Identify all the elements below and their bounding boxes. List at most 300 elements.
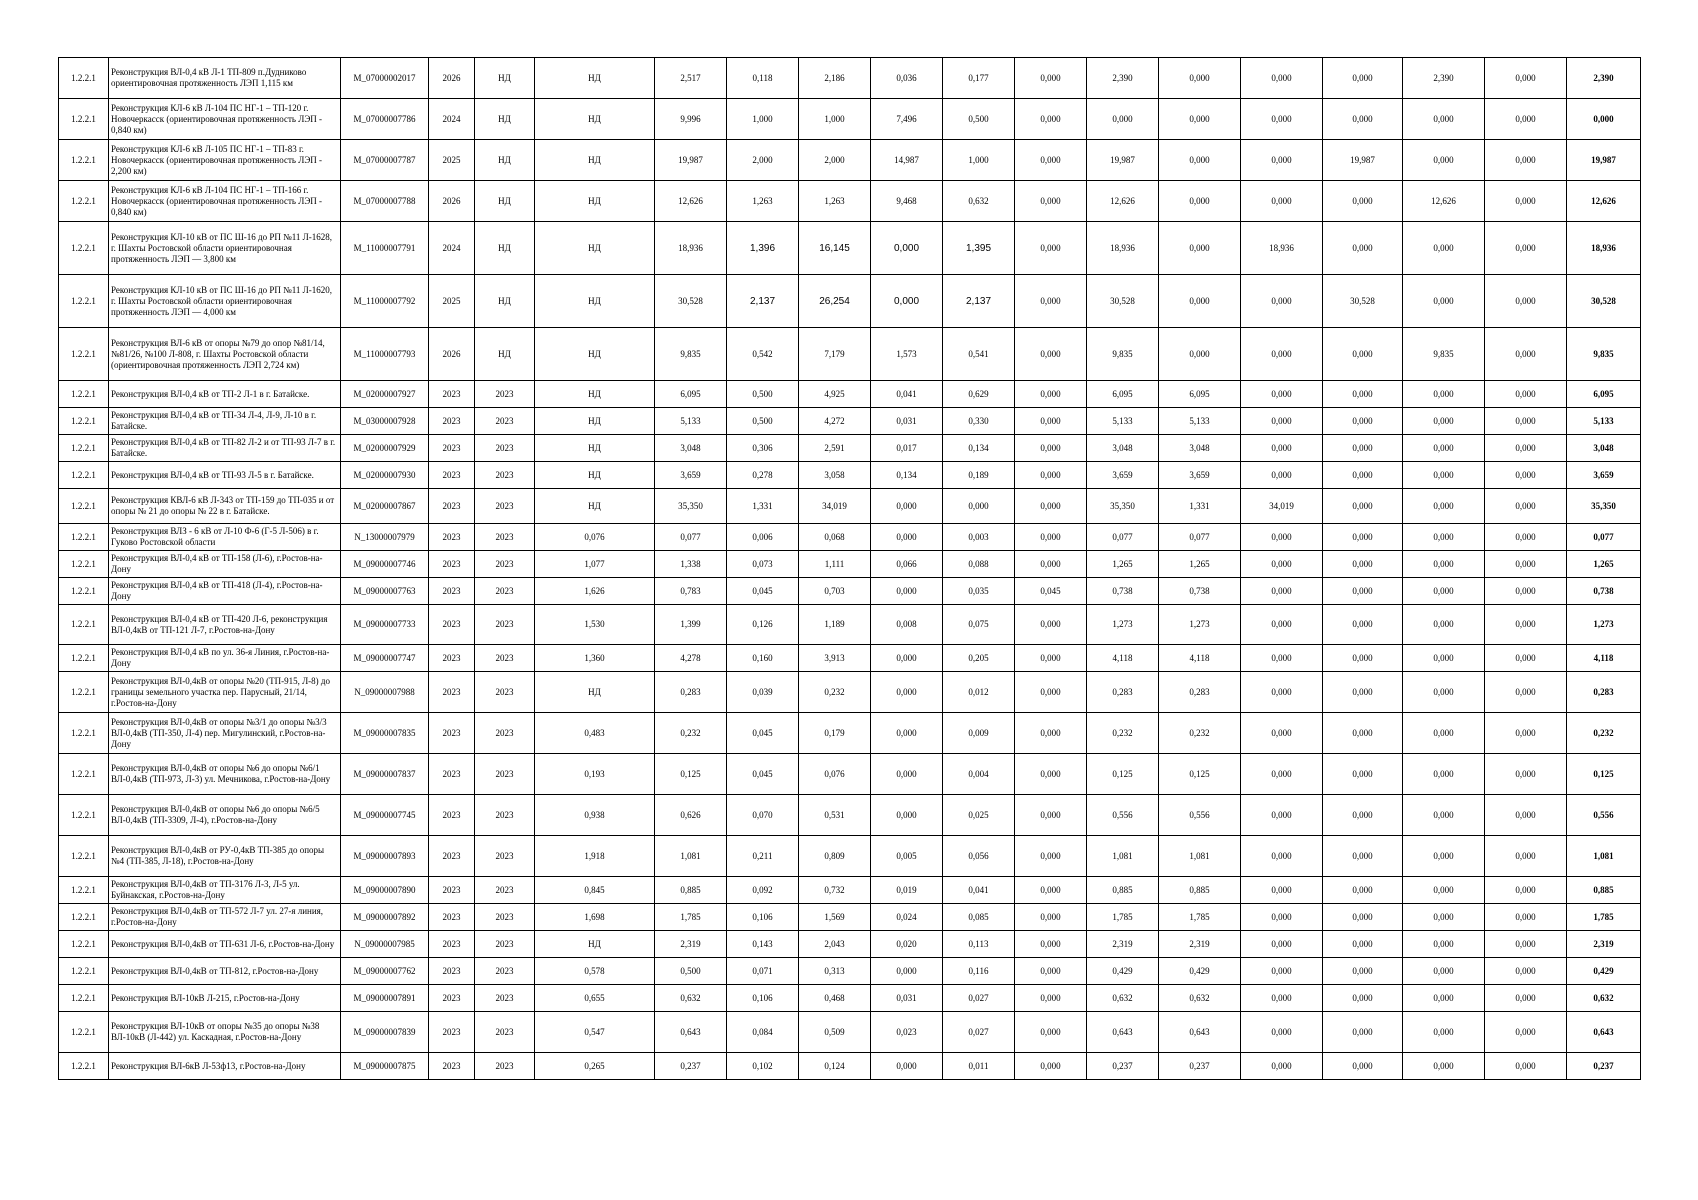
value-cell: 0,000 [1403, 605, 1485, 645]
year-start: 2023 [429, 578, 475, 605]
value-cell: 0,000 [1485, 489, 1567, 524]
project-code: M_09000007893 [341, 836, 429, 877]
value-cell: 0,000 [1241, 524, 1323, 551]
project-description: Реконструкция ВЛ-0,4кВ от опоры №6 до опоры №6/1 ВЛ-0,4кВ (ТП-973, Л-3) ул. Мечникова, г.Ростов-на-Дону [109, 754, 341, 795]
value-cell: 0,000 [1403, 904, 1485, 931]
value-cell: 0,011 [943, 1053, 1015, 1080]
value-cell: 1,395 [943, 222, 1015, 275]
estimate-value: НД [535, 181, 655, 222]
value-cell: 0,738 [1159, 578, 1241, 605]
year-start: 2023 [429, 381, 475, 408]
value-cell: 0,000 [1241, 958, 1323, 985]
project-code: M_09000007746 [341, 551, 429, 578]
value-cell: 0,000 [1323, 578, 1403, 605]
value-cell: 0,027 [943, 1012, 1015, 1053]
value-cell: 0,000 [1241, 904, 1323, 931]
value-cell: 0,000 [1485, 958, 1567, 985]
value-cell: 0,000 [1241, 408, 1323, 435]
total-value: 3,048 [1567, 435, 1641, 462]
value-cell: 6,095 [655, 381, 727, 408]
value-cell: 0,000 [943, 489, 1015, 524]
year-end: 2023 [475, 408, 535, 435]
year-start: 2023 [429, 931, 475, 958]
value-cell: 0,000 [1485, 222, 1567, 275]
estimate-value: 1,360 [535, 645, 655, 672]
value-cell: 0,076 [799, 754, 871, 795]
value-cell: 0,000 [1159, 58, 1241, 99]
estimate-value: 0,655 [535, 985, 655, 1012]
estimate-value: 0,076 [535, 524, 655, 551]
row-number: 1.2.2.1 [59, 931, 109, 958]
estimate-value: 0,578 [535, 958, 655, 985]
value-cell: 3,058 [799, 462, 871, 489]
value-cell: 0,509 [799, 1012, 871, 1053]
table-row [59, 408, 1641, 435]
value-cell: 0,000 [1485, 713, 1567, 754]
table-row [59, 931, 1641, 958]
value-cell: 0,000 [1015, 275, 1087, 328]
row-number: 1.2.2.1 [59, 222, 109, 275]
value-cell: 0,084 [727, 1012, 799, 1053]
estimate-value: 1,530 [535, 605, 655, 645]
value-cell: 19,987 [1087, 140, 1159, 181]
project-code: M_09000007762 [341, 958, 429, 985]
value-cell: 0,000 [1159, 140, 1241, 181]
project-description: Реконструкция КЛ-6 кВ Л-104 ПС НГ-1 – ТП-120 г. Новочеркасск (ориентировочная протяженность ЛЭП - 0,840 км) [109, 99, 341, 140]
year-end: НД [475, 99, 535, 140]
value-cell: 0,703 [799, 578, 871, 605]
value-cell: 0,012 [943, 672, 1015, 713]
value-cell: 0,000 [1241, 877, 1323, 904]
row-number: 1.2.2.1 [59, 985, 109, 1012]
value-cell: 0,237 [1159, 1053, 1241, 1080]
value-cell: 3,048 [1159, 435, 1241, 462]
value-cell: 0,000 [1323, 605, 1403, 645]
value-cell: 0,077 [1087, 524, 1159, 551]
project-code: M_02000007867 [341, 489, 429, 524]
value-cell: 0,000 [1323, 985, 1403, 1012]
value-cell: 0,124 [799, 1053, 871, 1080]
value-cell: 0,000 [1015, 1012, 1087, 1053]
project-code: M_07000002017 [341, 58, 429, 99]
year-end: 2023 [475, 1053, 535, 1080]
value-cell: 3,659 [655, 462, 727, 489]
value-cell: 0,000 [871, 754, 943, 795]
year-end: 2023 [475, 524, 535, 551]
table-row [59, 795, 1641, 836]
table-row [59, 1012, 1641, 1053]
value-cell: 0,885 [1087, 877, 1159, 904]
value-cell: 35,350 [1087, 489, 1159, 524]
row-number: 1.2.2.1 [59, 904, 109, 931]
value-cell: 30,528 [1087, 275, 1159, 328]
value-cell: 0,000 [1323, 551, 1403, 578]
row-number: 1.2.2.1 [59, 958, 109, 985]
value-cell: 0,000 [1403, 140, 1485, 181]
year-start: 2023 [429, 551, 475, 578]
year-start: 2023 [429, 489, 475, 524]
value-cell: 0,000 [871, 795, 943, 836]
table-row [59, 985, 1641, 1012]
value-cell: 0,809 [799, 836, 871, 877]
table-row [59, 605, 1641, 645]
estimate-value: 1,077 [535, 551, 655, 578]
value-cell: 0,000 [871, 578, 943, 605]
value-cell: 0,000 [1015, 551, 1087, 578]
value-cell: 0,056 [943, 836, 1015, 877]
value-cell: 0,039 [727, 672, 799, 713]
estimate-value: 0,547 [535, 1012, 655, 1053]
project-description: Реконструкция ВЛ-0,4 кВ от ТП-158 (Л-6), г.Ростов-на-Дону [109, 551, 341, 578]
value-cell: 0,556 [1087, 795, 1159, 836]
value-cell: 0,000 [1241, 381, 1323, 408]
value-cell: 0,000 [1485, 1012, 1567, 1053]
project-description: Реконструкция ВЛЗ - 6 кВ от Л-10 Ф-6 (Г-5 Л-506) в г. Гуково Ростовской области [109, 524, 341, 551]
value-cell: 1,000 [727, 99, 799, 140]
value-cell: 0,000 [1485, 985, 1567, 1012]
value-cell: 0,232 [799, 672, 871, 713]
row-number: 1.2.2.1 [59, 578, 109, 605]
value-cell: 0,017 [871, 435, 943, 462]
value-cell: 0,000 [1485, 931, 1567, 958]
year-end: 2023 [475, 551, 535, 578]
value-cell: 26,254 [799, 275, 871, 328]
value-cell: 0,125 [1087, 754, 1159, 795]
year-end: 2023 [475, 489, 535, 524]
value-cell: 0,066 [871, 551, 943, 578]
row-number: 1.2.2.1 [59, 551, 109, 578]
total-value: 0,738 [1567, 578, 1641, 605]
year-end: 2023 [475, 795, 535, 836]
total-value: 0,429 [1567, 958, 1641, 985]
value-cell: 0,237 [1087, 1053, 1159, 1080]
value-cell: 0,000 [1323, 222, 1403, 275]
project-description: Реконструкция ВЛ-0,4кВ от ТП-631 Л-6, г.Ростов-на-Дону [109, 931, 341, 958]
estimate-value: НД [535, 408, 655, 435]
value-cell: 12,626 [655, 181, 727, 222]
total-value: 9,835 [1567, 328, 1641, 381]
investment-table [58, 57, 1641, 1080]
table-row [59, 754, 1641, 795]
project-code: M_09000007747 [341, 645, 429, 672]
value-cell: 0,000 [1403, 795, 1485, 836]
total-value: 4,118 [1567, 645, 1641, 672]
row-number: 1.2.2.1 [59, 275, 109, 328]
table-row [59, 58, 1641, 99]
value-cell: 2,000 [799, 140, 871, 181]
year-start: 2023 [429, 1053, 475, 1080]
project-code: M_09000007835 [341, 713, 429, 754]
value-cell: 9,835 [1087, 328, 1159, 381]
value-cell: 0,000 [1015, 1053, 1087, 1080]
value-cell: 12,626 [1087, 181, 1159, 222]
value-cell: 0,000 [1015, 408, 1087, 435]
value-cell: 0,000 [1241, 713, 1323, 754]
value-cell: 0,000 [1015, 328, 1087, 381]
value-cell: 0,045 [727, 754, 799, 795]
year-start: 2023 [429, 645, 475, 672]
project-description: Реконструкция ВЛ-0,4кВ от ТП-812, г.Ростов-на-Дону [109, 958, 341, 985]
value-cell: 0,000 [1485, 524, 1567, 551]
value-cell: 0,643 [1087, 1012, 1159, 1053]
value-cell: 0,000 [1087, 99, 1159, 140]
value-cell: 1,000 [799, 99, 871, 140]
table-row [59, 181, 1641, 222]
year-start: 2023 [429, 958, 475, 985]
value-cell: 0,000 [1485, 435, 1567, 462]
project-code: M_07000007788 [341, 181, 429, 222]
value-cell: 2,186 [799, 58, 871, 99]
value-cell: 2,319 [1087, 931, 1159, 958]
value-cell: 0,000 [1323, 713, 1403, 754]
value-cell: 0,000 [1241, 275, 1323, 328]
value-cell: 5,133 [1159, 408, 1241, 435]
value-cell: 0,000 [1323, 181, 1403, 222]
value-cell: 5,133 [655, 408, 727, 435]
estimate-value: НД [535, 99, 655, 140]
value-cell: 0,232 [655, 713, 727, 754]
total-value: 0,643 [1567, 1012, 1641, 1053]
value-cell: 1,081 [1159, 836, 1241, 877]
project-description: Реконструкция ВЛ-0,4 кВ от ТП-82 Л-2 и от ТП-93 Л-7 в г. Батайске. [109, 435, 341, 462]
value-cell: 7,179 [799, 328, 871, 381]
estimate-value: 0,265 [535, 1053, 655, 1080]
estimate-value: НД [535, 381, 655, 408]
value-cell: 0,783 [655, 578, 727, 605]
value-cell: 0,005 [871, 836, 943, 877]
table-row [59, 904, 1641, 931]
value-cell: 0,000 [1485, 181, 1567, 222]
year-start: 2026 [429, 328, 475, 381]
value-cell: 0,077 [1159, 524, 1241, 551]
value-cell: 3,048 [655, 435, 727, 462]
value-cell: 1,785 [1159, 904, 1241, 931]
table-row [59, 524, 1641, 551]
value-cell: 0,000 [1015, 435, 1087, 462]
value-cell: 0,000 [1015, 58, 1087, 99]
total-value: 0,283 [1567, 672, 1641, 713]
value-cell: 0,000 [1241, 672, 1323, 713]
value-cell: 0,006 [727, 524, 799, 551]
value-cell: 0,000 [1403, 275, 1485, 328]
estimate-value: 1,626 [535, 578, 655, 605]
value-cell: 0,629 [943, 381, 1015, 408]
value-cell: 0,000 [1323, 462, 1403, 489]
project-code: M_09000007837 [341, 754, 429, 795]
value-cell: 0,000 [1015, 672, 1087, 713]
project-description: Реконструкция ВЛ-10кВ Л-215, г.Ростов-на-Дону [109, 985, 341, 1012]
value-cell: 0,000 [1403, 836, 1485, 877]
value-cell: 0,020 [871, 931, 943, 958]
table-row [59, 551, 1641, 578]
year-start: 2023 [429, 713, 475, 754]
table-row [59, 435, 1641, 462]
value-cell: 0,738 [1087, 578, 1159, 605]
project-code: M_11000007793 [341, 328, 429, 381]
year-start: 2023 [429, 435, 475, 462]
estimate-value: НД [535, 328, 655, 381]
project-code: M_09000007733 [341, 605, 429, 645]
value-cell: 9,996 [655, 99, 727, 140]
value-cell: 0,000 [1015, 877, 1087, 904]
value-cell: 0,025 [943, 795, 1015, 836]
value-cell: 0,000 [1403, 578, 1485, 605]
project-description: Реконструкция ВЛ-0,4 кВ от ТП-93 Л-5 в г. Батайске. [109, 462, 341, 489]
value-cell: 7,496 [871, 99, 943, 140]
value-cell: 1,263 [799, 181, 871, 222]
value-cell: 0,134 [943, 435, 1015, 462]
value-cell: 0,003 [943, 524, 1015, 551]
project-description: Реконструкция КЛ-10 кВ от ПС Ш-16 до РП №11 Л-1628, г. Шахты Ростовской области ориентировочная протяженность ЛЭП — 3,800 км [109, 222, 341, 275]
total-value: 2,319 [1567, 931, 1641, 958]
table-row [59, 275, 1641, 328]
row-number: 1.2.2.1 [59, 140, 109, 181]
project-description: Реконструкция ВЛ-6кВ Л-53ф13, г.Ростов-на-Дону [109, 1053, 341, 1080]
value-cell: 0,632 [1087, 985, 1159, 1012]
project-code: M_02000007927 [341, 381, 429, 408]
value-cell: 18,936 [1087, 222, 1159, 275]
value-cell: 0,000 [1485, 58, 1567, 99]
value-cell: 0,000 [1323, 524, 1403, 551]
value-cell: 0,125 [1159, 754, 1241, 795]
value-cell: 0,000 [1403, 672, 1485, 713]
value-cell: 3,659 [1159, 462, 1241, 489]
year-start: 2023 [429, 985, 475, 1012]
row-number: 1.2.2.1 [59, 877, 109, 904]
year-start: 2025 [429, 140, 475, 181]
value-cell: 0,000 [1241, 99, 1323, 140]
estimate-value: 0,938 [535, 795, 655, 836]
value-cell: 0,035 [943, 578, 1015, 605]
value-cell: 2,000 [727, 140, 799, 181]
project-code: M_07000007787 [341, 140, 429, 181]
value-cell: 0,000 [1241, 605, 1323, 645]
project-description: Реконструкция ВЛ-0,4 кВ от ТП-2 Л-1 в г. Батайске. [109, 381, 341, 408]
value-cell: 0,000 [1241, 645, 1323, 672]
value-cell: 3,913 [799, 645, 871, 672]
value-cell: 0,000 [1485, 275, 1567, 328]
value-cell: 1,263 [727, 181, 799, 222]
estimate-value: 0,845 [535, 877, 655, 904]
value-cell: 1,331 [1159, 489, 1241, 524]
value-cell: 0,189 [943, 462, 1015, 489]
value-cell: 0,000 [1323, 1012, 1403, 1053]
year-end: 2023 [475, 877, 535, 904]
value-cell: 1,265 [1159, 551, 1241, 578]
value-cell: 0,000 [1015, 795, 1087, 836]
value-cell: 0,004 [943, 754, 1015, 795]
value-cell: 0,626 [655, 795, 727, 836]
value-cell: 1,189 [799, 605, 871, 645]
year-end: 2023 [475, 836, 535, 877]
value-cell: 0,000 [871, 222, 943, 275]
row-number: 1.2.2.1 [59, 524, 109, 551]
value-cell: 0,031 [871, 408, 943, 435]
project-code: N_13000007979 [341, 524, 429, 551]
value-cell: 4,925 [799, 381, 871, 408]
value-cell: 6,095 [1087, 381, 1159, 408]
value-cell: 0,000 [1323, 1053, 1403, 1080]
row-number: 1.2.2.1 [59, 672, 109, 713]
value-cell: 0,000 [1241, 1012, 1323, 1053]
value-cell: 0,885 [655, 877, 727, 904]
project-code: M_09000007875 [341, 1053, 429, 1080]
value-cell: 0,000 [871, 1053, 943, 1080]
value-cell: 6,095 [1159, 381, 1241, 408]
table-row [59, 222, 1641, 275]
total-value: 35,350 [1567, 489, 1641, 524]
row-number: 1.2.2.1 [59, 1053, 109, 1080]
table-row [59, 578, 1641, 605]
project-description: Реконструкция ВЛ-0,4 кВ Л-1 ТП-809 п.Дудниково ориентировочная протяженность ЛЭП 1,115 км [109, 58, 341, 99]
value-cell: 0,541 [943, 328, 1015, 381]
table-row [59, 958, 1641, 985]
value-cell: 3,048 [1087, 435, 1159, 462]
total-value: 3,659 [1567, 462, 1641, 489]
value-cell: 0,000 [1015, 931, 1087, 958]
value-cell: 0,000 [1403, 645, 1485, 672]
value-cell: 0,000 [1485, 1053, 1567, 1080]
year-start: 2023 [429, 877, 475, 904]
row-number: 1.2.2.1 [59, 328, 109, 381]
year-end: НД [475, 328, 535, 381]
year-end: 2023 [475, 713, 535, 754]
value-cell: 2,043 [799, 931, 871, 958]
estimate-value: 1,698 [535, 904, 655, 931]
table-row [59, 140, 1641, 181]
value-cell: 0,000 [1485, 645, 1567, 672]
value-cell: 3,659 [1087, 462, 1159, 489]
total-value: 1,081 [1567, 836, 1641, 877]
value-cell: 4,118 [1087, 645, 1159, 672]
value-cell: 0,237 [655, 1053, 727, 1080]
value-cell: 0,000 [1241, 795, 1323, 836]
total-value: 0,237 [1567, 1053, 1641, 1080]
value-cell: 0,500 [655, 958, 727, 985]
project-description: Реконструкция ВЛ-0,4кВ от РУ-0,4кВ ТП-385 до опоры №4 (ТП-385, Л-18), г.Ростов-на-Дону [109, 836, 341, 877]
value-cell: 0,306 [727, 435, 799, 462]
value-cell: 1,399 [655, 605, 727, 645]
year-end: 2023 [475, 985, 535, 1012]
value-cell: 0,632 [943, 181, 1015, 222]
value-cell: 1,573 [871, 328, 943, 381]
year-start: 2023 [429, 462, 475, 489]
project-code: M_09000007892 [341, 904, 429, 931]
value-cell: 0,000 [1241, 551, 1323, 578]
year-end: 2023 [475, 462, 535, 489]
row-number: 1.2.2.1 [59, 795, 109, 836]
value-cell: 0,041 [943, 877, 1015, 904]
value-cell: 0,000 [871, 958, 943, 985]
value-cell: 0,068 [799, 524, 871, 551]
year-start: 2026 [429, 58, 475, 99]
value-cell: 0,000 [1241, 578, 1323, 605]
value-cell: 5,133 [1087, 408, 1159, 435]
value-cell: 0,000 [1403, 99, 1485, 140]
value-cell: 0,283 [1087, 672, 1159, 713]
value-cell: 0,000 [1403, 489, 1485, 524]
value-cell: 0,102 [727, 1053, 799, 1080]
value-cell: 0,000 [1403, 408, 1485, 435]
year-start: 2026 [429, 181, 475, 222]
project-description: Реконструкция ВЛ-10кВ от опоры №35 до опоры №38 ВЛ-10кВ (Л-442) ул. Каскадная, г.Ростов-на-Дону [109, 1012, 341, 1053]
value-cell: 0,556 [1159, 795, 1241, 836]
value-cell: 0,429 [1159, 958, 1241, 985]
value-cell: 0,000 [1403, 222, 1485, 275]
project-code: M_09000007890 [341, 877, 429, 904]
total-value: 0,232 [1567, 713, 1641, 754]
project-description: Реконструкция КЛ-6 кВ Л-104 ПС НГ-1 – ТП-166 г. Новочеркасск (ориентировочная протяженность ЛЭП - 0,840 км) [109, 181, 341, 222]
